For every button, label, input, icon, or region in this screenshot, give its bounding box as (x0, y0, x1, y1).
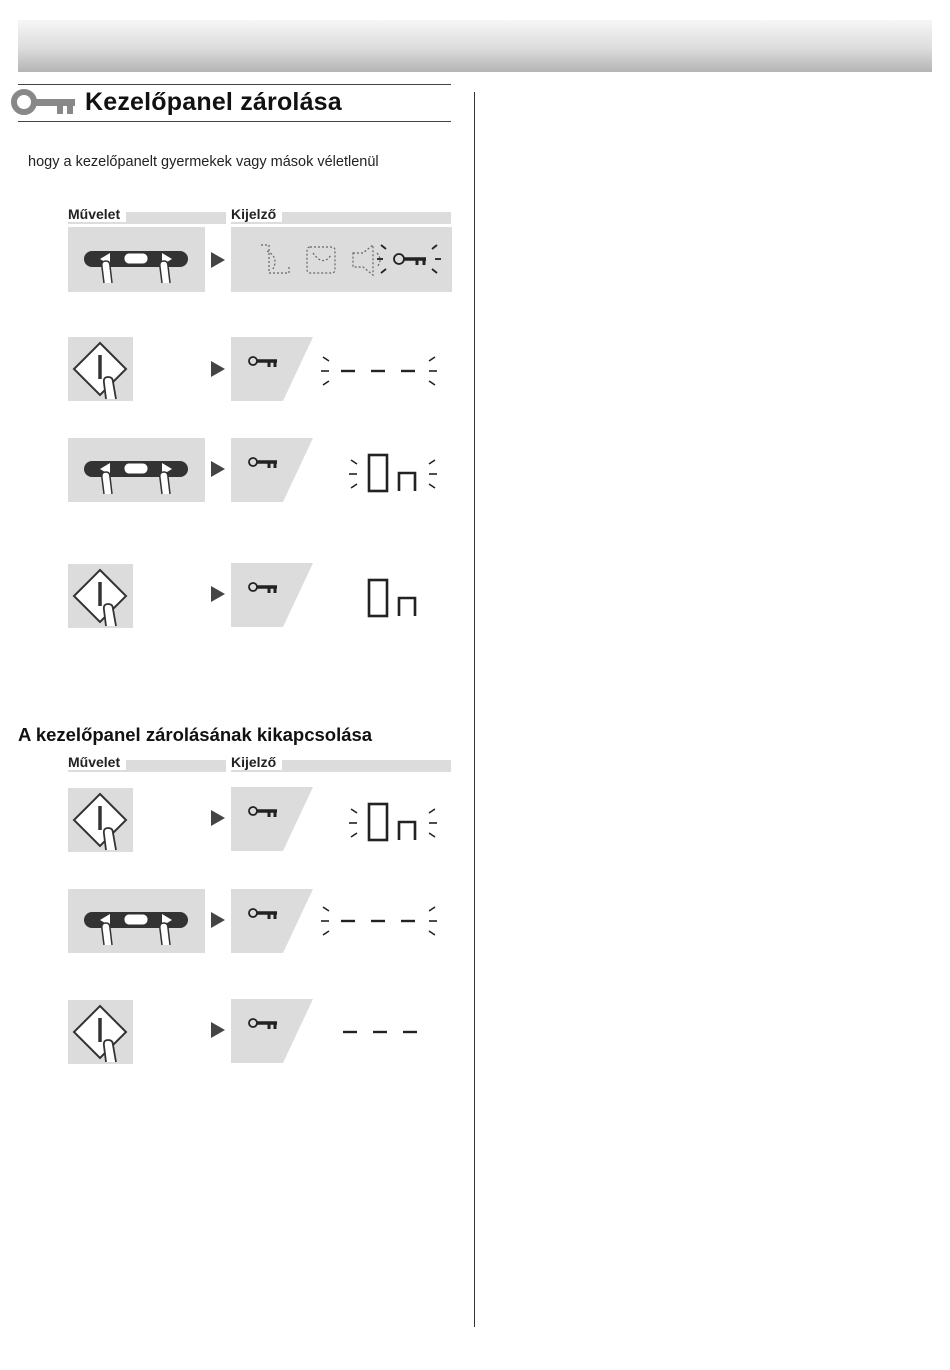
display-header (231, 206, 451, 224)
arrow-icon (211, 1022, 225, 1038)
arrow-icon (211, 912, 225, 928)
display-panel (231, 999, 452, 1063)
display-panel (231, 787, 452, 851)
arrow-icon (211, 586, 225, 602)
display-header-label: Kijelző (231, 754, 282, 770)
page-title: Kezelőpanel zárolása (85, 88, 342, 116)
power-button-icon (68, 564, 133, 628)
top-banner (18, 20, 932, 72)
power-button-icon (68, 1000, 133, 1064)
operation-header (68, 754, 226, 772)
display-header (231, 754, 451, 772)
display-panel (231, 889, 452, 953)
operation-header (68, 206, 226, 224)
slide-buttons-icon (68, 438, 205, 502)
arrow-icon (211, 252, 225, 268)
power-button-icon (68, 337, 133, 401)
slide-buttons-icon (68, 889, 205, 953)
section-subtitle: A kezelőpanel zárolásának kikapcsolása (18, 724, 373, 745)
intro-text: hogy a kezelőpanelt gyermekek vagy mások véletlenül (28, 154, 379, 170)
arrow-icon (211, 810, 225, 826)
display-panel (231, 438, 452, 502)
display-panel (231, 227, 452, 292)
column-divider (474, 92, 475, 1327)
arrow-icon (211, 461, 225, 477)
arrow-icon (211, 361, 225, 377)
display-panel (231, 337, 452, 401)
display-panel (231, 563, 452, 627)
operation-header-label: Művelet (68, 206, 126, 222)
key-icon (10, 88, 76, 123)
slide-buttons-icon (68, 227, 205, 292)
title-rule-bottom (18, 121, 451, 122)
operation-header-label: Művelet (68, 754, 126, 770)
title-rule-top (18, 84, 451, 85)
power-button-icon (68, 788, 133, 852)
display-header-label: Kijelző (231, 206, 282, 222)
